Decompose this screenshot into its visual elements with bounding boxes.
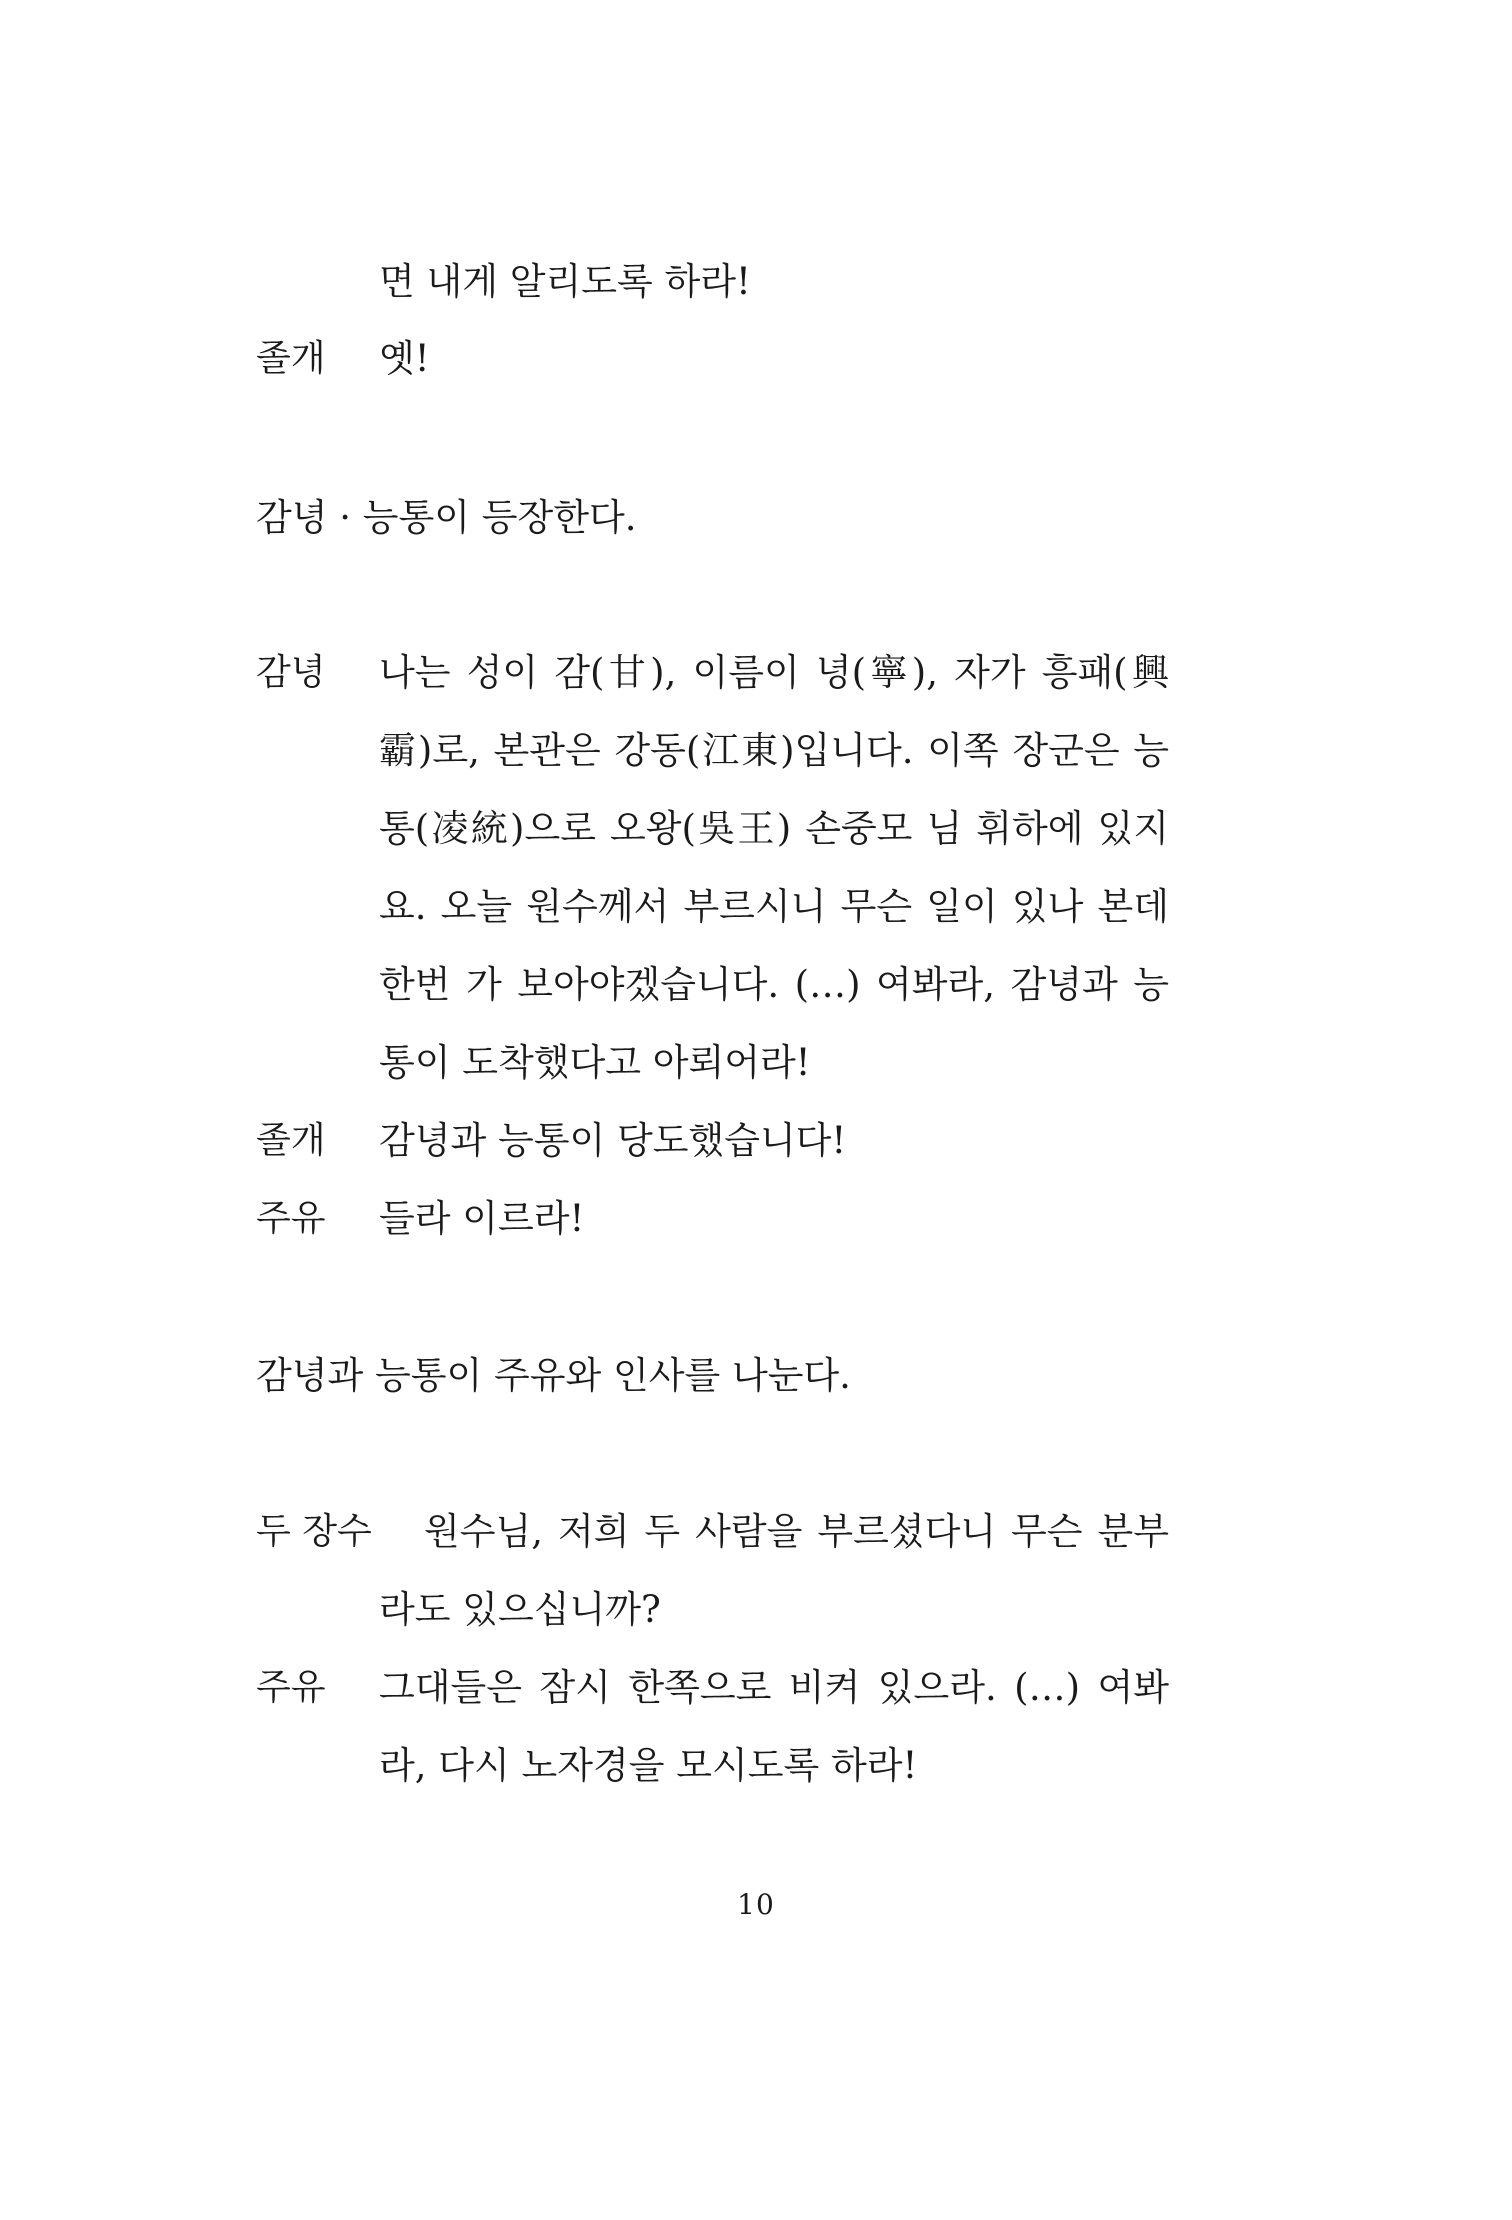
- page-number: 10: [737, 1888, 775, 1921]
- stage-direction: 감녕 · 능통이 등장한다.: [256, 496, 637, 539]
- speaker-label: 주유: [256, 1667, 326, 1708]
- dialogue-line: 나는 성이 감(甘), 이름이 녕(寧), 자가 흥패(興: [379, 651, 1169, 694]
- dialogue-line: 면 내게 알리도록 하라!: [379, 260, 751, 303]
- dialogue-line: 그대들은 잠시 한쪽으로 비켜 있으라. (…) 여봐: [379, 1666, 1169, 1709]
- dialogue-line: 요. 오늘 원수께서 부르시니 무슨 일이 있나 본데: [379, 885, 1169, 928]
- dialogue-line: 감녕과 능통이 당도했습니다!: [379, 1119, 847, 1162]
- dialogue-line: 라, 다시 노자경을 모시도록 하라!: [379, 1744, 918, 1787]
- stage-direction: 감녕과 능통이 주유와 인사를 나눈다.: [256, 1354, 851, 1397]
- dialogue-line: 들라 이르라!: [379, 1197, 585, 1240]
- speaker-label: 두 장수: [256, 1511, 372, 1552]
- speaker-label: 졸개: [256, 338, 326, 379]
- speaker-label: 주유: [256, 1198, 326, 1239]
- dialogue-line: 통이 도착했다고 아뢰어라!: [379, 1041, 811, 1084]
- dialogue-line: 霸)로, 본관은 강동(江東)입니다. 이쪽 장군은 능: [379, 729, 1169, 772]
- speaker-label: 감녕: [256, 652, 326, 693]
- dialogue-line: 옛!: [379, 337, 430, 380]
- dialogue-line: 통(凌統)으로 오왕(吳王) 손중모 님 휘하에 있지: [379, 807, 1169, 850]
- dialogue-line: 라도 있으십니까?: [379, 1588, 661, 1631]
- dialogue-line: 원수님, 저희 두 사람을 부르셨다니 무슨 분부: [424, 1510, 1169, 1553]
- speaker-label: 졸개: [256, 1120, 326, 1161]
- dialogue-line: 한번 가 보아야겠습니다. (…) 여봐라, 감녕과 능: [379, 963, 1169, 1006]
